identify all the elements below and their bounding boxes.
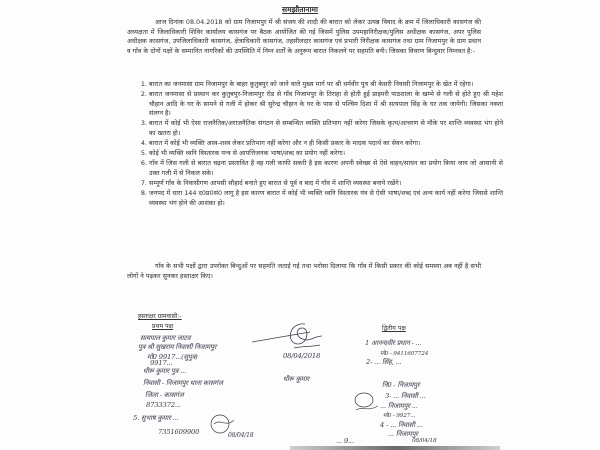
handwritten-line: सत्यपाल कुमार जाटव bbox=[140, 334, 191, 342]
scan-edge-shadow bbox=[290, 446, 500, 450]
handwritten-line: ... निजामपुर ... bbox=[380, 402, 418, 410]
handwritten-line: नि0 - निजामपुर bbox=[382, 381, 420, 389]
handwritten-line: 3- ... निवासी ... bbox=[385, 392, 426, 400]
handwritten-line: 1 आनन्दवीर प्रधान - ... bbox=[365, 339, 422, 347]
condition-item: 4. बारात में कोई भी व्यक्ति अस्त्र-शस्त्र लेकर प्रतिभाग नहीं करेगा और न ही किसी प्रकार के मादक पदार्थ का सेवन करेगा। bbox=[149, 139, 503, 149]
handwritten-line: 8733372... bbox=[146, 401, 181, 409]
handwritten-line: धीरू कुमार पुत्र ... bbox=[143, 367, 187, 375]
intro-text: आज दिनांक 08.04.2018 को ग्राम निजामपुर में श्री संजय की शादी की बारात को लेकर उत्पन्न विवाद के क्रम में जिलाधिकारी कासगंज की अध्यक्षता में जिलाधिकारी शिविर कार्यालय कासगंज पर बैठक आयोजित की गई जिसमें पुलिस उपमहानिरीक्षक/पुलिस अधीक्षक कासगंज, अपर पुलिस अधीक्षक कासगंज, उपजिलाधिकारी कासगंज, क्षेत्राधिकारी कासगंज, तहसीलदार कासगंज एवं प्रभारी निरीक्षक कासगंज तथा ग्राम निजामपुर के ग्राम प्रधान व गाँव के दोनों पक्षों के सम्मानित नागरिकों की उपस्थिति में निम्न शर्तों के अनुरूप बारात निकलने पर सहमति बनी। जिसका विवरण बिन्दुवार निम्नवत है:- bbox=[127, 18, 481, 55]
intro-paragraph bbox=[127, 18, 481, 56]
handwritten-line: मो0 - 9927... bbox=[383, 413, 416, 419]
handwritten-line: 08/04/18 bbox=[412, 438, 437, 444]
signatures-heading: हस्ताक्षर ग्रामवासी:- bbox=[138, 313, 182, 320]
handwritten-line: 4 - ... निवासी ... bbox=[380, 421, 423, 429]
handwritten-line: 2- ... सिंह, ... bbox=[366, 358, 402, 366]
document-title: समझौतानामा bbox=[282, 5, 318, 14]
handwritten-line: 9917... bbox=[150, 359, 173, 367]
handwritten-line: मो0 9917...(सुपुत्र) bbox=[147, 353, 198, 361]
handwritten-line: 7351609900 bbox=[158, 428, 200, 436]
condition-item: 8. जनपद में धारा 144 द0प्र0सं0 लागू है इस कारण बारात में कोई भी व्यक्ति ध्वनि विस्तारक यंत्र से ऐसी भाषा/शब्द एवं अन्य कार्य नहीं करेगा जिससे शान्ति व्यवस्था भंग होने की आशंका हो। bbox=[149, 189, 503, 208]
officer-date: 08/04/2018 bbox=[283, 352, 321, 360]
condition-item: 5. कोई भी व्यक्ति ध्वनि विस्तारक यन्त्र से आपत्तिजनक भाषा/शब्द का प्रयोग नहीं करेगा। bbox=[149, 149, 503, 159]
closing-text: गाँव के सभी पक्षों द्वारा उपरोक्त बिन्दुओं पर सहमति जताई गई तथा भरोसा दिलाया कि गाँव में किसी प्रकार की कोई समस्या अब नहीं है सभी लोगों ने पढ़कर सुनकर हस्ताक्षर किए। bbox=[127, 262, 481, 280]
small-date: 08/04/18 bbox=[228, 432, 254, 439]
conditions-list bbox=[127, 80, 503, 209]
second-party-signature bbox=[352, 390, 382, 414]
handwritten-line: ... 9... bbox=[336, 437, 354, 445]
condition-item: 2. बारात जनमासा से प्रस्थान कर कुतुबपुर-निजामपुर रोड से गाँव निजामपुर के तिराहा से होती हुई प्राइमरी पाठशाला के खम्भे से गली से होते हुए श्री महेश चौहान आदि के घर के सामने से गली में होकर श्री सुरेन्द्र चौहान के घर के पास से पश्चिम दिशा में श्री सत्यपाल सिंह के घर तक जायेगी। जिसका नक्शा संलग्न है। bbox=[149, 90, 503, 119]
condition-item: 3. बारात में कोई भी ऐसा राजनैतिक/अराजनैतिक संगठन से सम्बन्धित व्यक्ति प्रतिभाग नहीं करेगा जिसके कृत्य/आचरण से मौके पर शान्ति व्यवस्था भंग होने का खतरा हो। bbox=[149, 119, 503, 138]
closing-paragraph bbox=[127, 262, 481, 281]
condition-item: 6. गाँव में जिस गली से बारात चढ़ना प्रस्तावित है वह गली काफी सकरी है इस कारण अपनी स्वेच्छा से ऐसे वाहन/साधन का प्रयोग किया जाय जो आसानी से उक्त गली में से निकल सके। bbox=[149, 159, 503, 178]
handwritten-line: पुत्र श्री सुखराम निवासी निजामपुर bbox=[138, 343, 217, 351]
handwritten-line: 5. सुभाष कुमार ... bbox=[133, 414, 179, 422]
condition-item: 1. बारात का जनमासा ग्राम निजामपुर के बाहर कुतुबपुर को जाने वाले मुख्य मार्ग पर श्री धर्मवीर पुत्र श्री केसरी निवासी निजामपुर के खेत में रहेगा। bbox=[149, 80, 503, 90]
handwritten-line: जिला - कासगंज bbox=[145, 391, 184, 399]
handwritten-line: ... निजामपुर bbox=[388, 430, 418, 438]
condition-item: 7. सम्पूर्ण गाँव के निवासीगण आपसी सौहार्द बनाते हुए बारात से पूर्व व बाद में गाँव में शान्ति व्यवस्था बनाये रखेंगे। bbox=[149, 179, 503, 189]
second-party-label: द्वितीय पक्ष bbox=[382, 325, 406, 332]
first-party-label: प्रथम पक्ष bbox=[152, 323, 174, 330]
middle-signatory-name: धीरू कुमार bbox=[283, 375, 310, 383]
handwritten-line: निवासी - निजामपुर थाना कासगंज bbox=[143, 379, 223, 387]
handwritten-line: मो0 - 9411607724 bbox=[380, 351, 429, 357]
